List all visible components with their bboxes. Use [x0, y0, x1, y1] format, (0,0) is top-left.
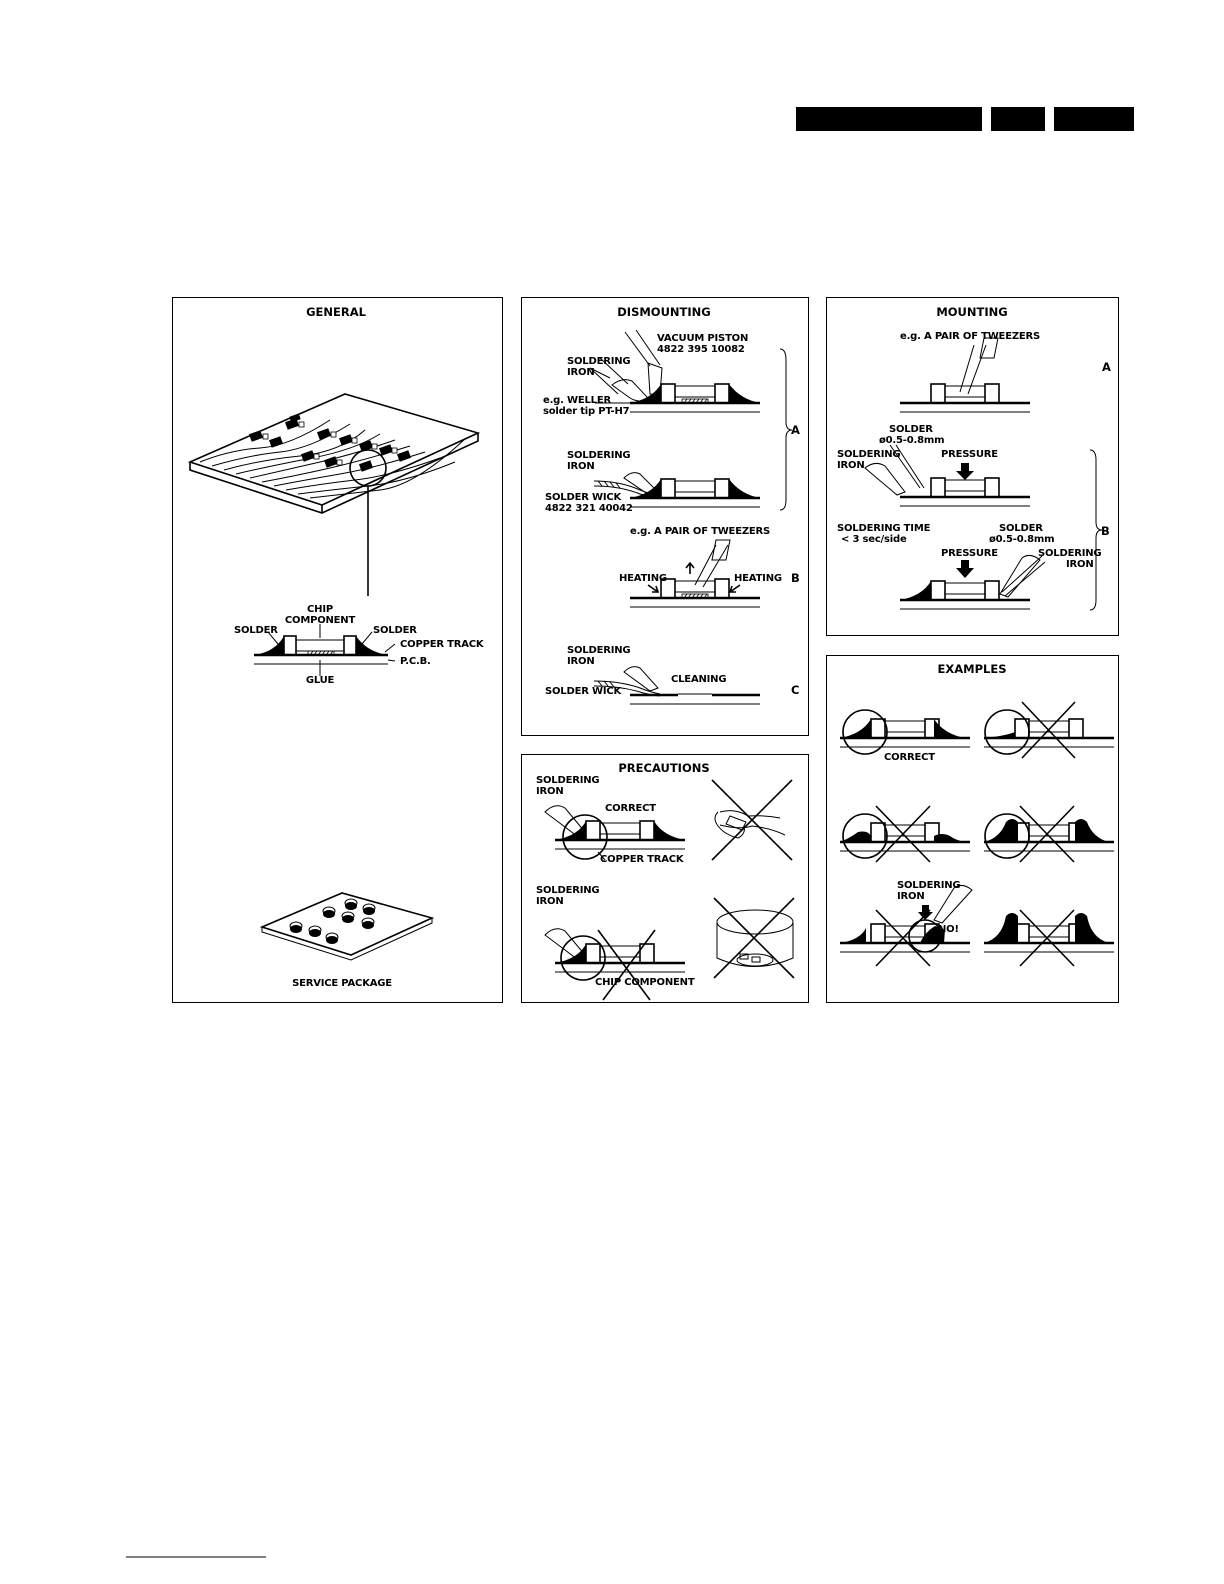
precaution-soldering-iron-2-line2: IRON — [536, 896, 564, 907]
weller-label: e.g. WELLER — [543, 395, 611, 406]
precaution-incorrect-drawing — [545, 929, 685, 1000]
vacuum-piston-number: 4822 395 10082 — [657, 344, 745, 355]
glue-label: GLUE — [305, 675, 335, 686]
pcb-label: P.C.B. — [400, 656, 431, 667]
copper-track-label: COPPER TRACK — [400, 639, 484, 650]
solder-wick-a-number: 4822 321 40042 — [545, 503, 633, 514]
weller-tip-label: solder tip PT-H7 — [543, 406, 630, 417]
mount-soldering-iron-1-line1: SOLDERING — [837, 449, 901, 460]
dismount-step-c-label: C — [791, 683, 800, 697]
mount-tweezers-label: e.g. A PAIR OF TWEEZERS — [900, 331, 1041, 342]
mount-soldering-time-value: < 3 sec/side — [841, 534, 907, 545]
panel-dismounting-title: DISMOUNTING — [617, 305, 711, 319]
tweezers-label: e.g. A PAIR OF TWEEZERS — [630, 526, 771, 537]
example-incorrect-3 — [984, 806, 1114, 862]
precaution-soldering-iron-1-line1: SOLDERING — [536, 775, 600, 786]
panel-mounting-frame — [827, 298, 1119, 636]
example-soldering-iron-line2: IRON — [897, 891, 925, 902]
mount-soldering-time-label: SOLDERING TIME — [837, 523, 931, 534]
header-block-2 — [991, 107, 1045, 131]
example-soldering-iron-line1: SOLDERING — [897, 880, 961, 891]
precaution-no-heat-container-drawing — [714, 898, 794, 978]
mount-step-a-drawing — [900, 338, 1030, 412]
precaution-chip-component-label: CHIP COMPONENT — [595, 977, 695, 988]
header-block-3 — [1054, 107, 1134, 131]
mount-soldering-iron-1-line2: IRON — [837, 460, 865, 471]
dismount-step-b-label: B — [791, 571, 800, 585]
panel-precautions — [522, 755, 809, 1003]
example-no-label: NO! — [938, 924, 959, 935]
panel-general-frame — [173, 298, 503, 1003]
panel-general — [173, 298, 503, 1003]
service-package-illustration — [262, 893, 432, 960]
soldering-iron-a2-line1: SOLDERING — [567, 450, 631, 461]
example-correct-label: CORRECT — [884, 752, 935, 763]
panel-mounting — [827, 298, 1119, 636]
chip-label-line1: CHIP — [307, 604, 333, 615]
mount-solder-2-size: ø0.5-0.8mm — [989, 534, 1055, 545]
mount-solder-1-label: SOLDER — [889, 424, 933, 435]
example-incorrect-5 — [984, 910, 1114, 966]
pcb-board-illustration — [190, 394, 478, 596]
panel-examples — [827, 656, 1119, 1003]
mount-soldering-iron-2-line2: IRON — [1066, 559, 1094, 570]
mount-solder-2-label: SOLDER — [999, 523, 1043, 534]
mount-step-b2-drawing — [900, 555, 1045, 609]
panel-dismounting — [522, 298, 809, 736]
soldering-iron-a1-line1: SOLDERING — [567, 356, 631, 367]
chip-label-line2: COMPONENT — [284, 615, 356, 626]
solder-label-right: SOLDER — [373, 625, 417, 636]
soldering-iron-a2-line2: IRON — [567, 461, 595, 472]
example-incorrect-1 — [984, 702, 1114, 758]
soldering-iron-c-line2: IRON — [567, 656, 595, 667]
example-correct — [840, 710, 970, 754]
service-package-label: SERVICE PACKAGE — [292, 978, 392, 989]
soldering-iron-c-line1: SOLDERING — [567, 645, 631, 656]
heating-left-label: HEATING — [619, 573, 667, 584]
panel-examples-title: EXAMPLES — [937, 662, 1007, 676]
soldering-iron-a1-line2: IRON — [567, 367, 595, 378]
mount-solder-1-size: ø0.5-0.8mm — [879, 435, 945, 446]
panel-mounting-title: MOUNTING — [936, 305, 1008, 319]
panel-precautions-title: PRECAUTIONS — [618, 761, 710, 775]
dismount-step-a-label: A — [791, 423, 800, 437]
precaution-no-hand-drawing — [712, 780, 792, 860]
mount-step-a-label: A — [1102, 360, 1111, 374]
vacuum-piston-label: VACUUM PISTON — [657, 333, 749, 344]
panel-dismounting-frame — [522, 298, 809, 736]
precaution-soldering-iron-1-line2: IRON — [536, 786, 564, 797]
solder-label-left: SOLDER — [234, 625, 278, 636]
heating-right-label: HEATING — [734, 573, 782, 584]
precaution-correct-label: CORRECT — [605, 803, 656, 814]
mount-soldering-iron-2-line1: SOLDERING — [1038, 548, 1102, 559]
header-block-1 — [796, 107, 982, 131]
mount-step-b-label: B — [1101, 524, 1110, 538]
precaution-copper-track-label: COPPER TRACK — [600, 854, 684, 865]
example-incorrect-2 — [840, 806, 970, 862]
precaution-soldering-iron-2-line1: SOLDERING — [536, 885, 600, 896]
cleaning-label: CLEANING — [671, 674, 727, 685]
mount-pressure-2-label: PRESSURE — [941, 548, 998, 559]
solder-wick-a-label: SOLDER WICK — [545, 492, 622, 503]
solder-wick-c-label: SOLDER WICK — [545, 686, 622, 697]
mount-pressure-1-label: PRESSURE — [941, 449, 998, 460]
panel-general-title: GENERAL — [306, 305, 366, 319]
header-bars — [796, 107, 1134, 131]
